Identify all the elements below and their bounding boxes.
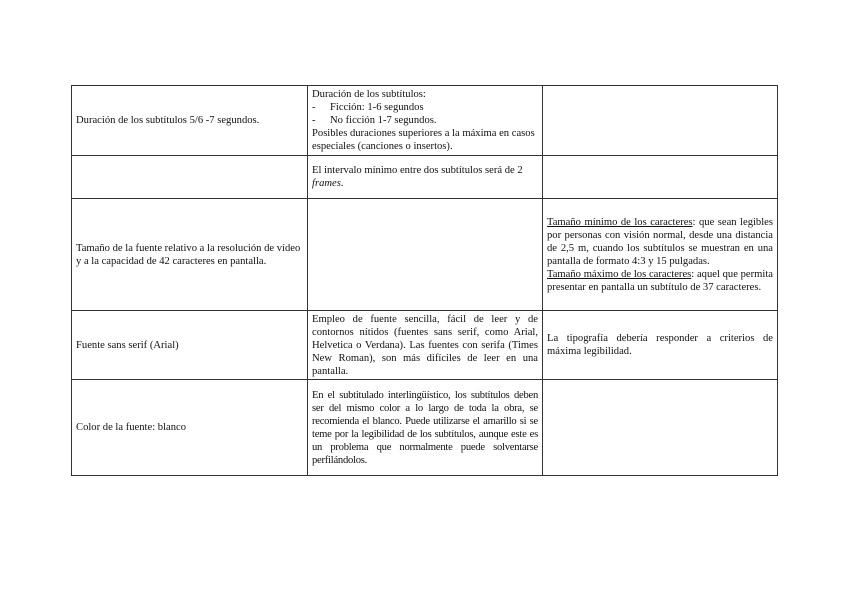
recommendation-cell — [543, 156, 778, 199]
interval-text: El intervalo mínimo entre dos subtítulos será de 2 — [312, 165, 523, 176]
max-size-label: Tamaño máximo de los caracteres — [547, 268, 692, 280]
list-item — [312, 114, 538, 127]
recommendation-cell: La tipografía debería responder a criterios de máxima legibilidad. — [543, 311, 778, 380]
interval-italic: frames — [312, 178, 341, 189]
table-row — [72, 311, 778, 380]
standard-cell: Empleo de fuente sencilla, fácil de leer y de contornos nítidos (fuentes sans serif, como Arial, Helvetica o Verdana). Las fuentes con serifa (Times New Roman), son más difíciles de leer en una pantalla. — [308, 311, 543, 380]
bullet-marker: - — [312, 115, 316, 126]
standard-cell — [308, 156, 543, 199]
criterion-cell: Tamaño de la fuente relativo a la resolución de vídeo y a la capacidad de 42 caracteres en pantalla. — [72, 199, 308, 311]
standard-cell — [308, 199, 543, 311]
max-size-text: : aquel que permita presentar en pantalla un subtítulo de 37 caracteres. — [547, 268, 773, 293]
criterion-cell: Color de la fuente: blanco — [72, 380, 308, 476]
list-item — [312, 101, 538, 114]
recommendation-cell — [543, 199, 778, 311]
criterion-cell: Duración de los subtítulos 5/6 -7 segundos. — [72, 86, 308, 156]
list-item-text: No ficción 1-7 segundos. — [330, 115, 437, 126]
table-row — [72, 380, 778, 476]
subtitle-guidelines-table — [71, 85, 778, 476]
table-row — [72, 156, 778, 199]
criterion-cell — [72, 156, 308, 199]
table-row — [72, 199, 778, 311]
duration-list — [312, 101, 538, 127]
criterion-cell: Fuente sans serif (Arial) — [72, 311, 308, 380]
list-item-text: Ficción: 1-6 segundos — [330, 102, 424, 113]
duration-note: Posibles duraciones superiores a la máxima en casos especiales (canciones o insertos). — [312, 128, 535, 152]
standard-cell: En el subtitulado interlingüístico, los subtítulos deben ser del mismo color a lo largo de toda la obra, se recomienda el blanco. Puede utilizarse el amarillo si se teme por la legibilidad de los subtítulos, aunque este es un problema que normalmente puede solventarse perfilándolos. — [308, 380, 543, 476]
recommendation-cell — [543, 86, 778, 156]
interval-end: . — [340, 178, 344, 189]
min-size-text: : que sean legibles por personas con visión normal, desde una distancia de 2,5 m, cuando los subtítulos se muestran en una pantalla de formato 4:3 y 15 pulgadas. — [547, 216, 773, 267]
min-size-label: Tamaño mínimo de los caracteres — [547, 216, 693, 228]
table-row — [72, 86, 778, 156]
bullet-marker: - — [312, 102, 316, 113]
standard-cell — [308, 86, 543, 156]
duration-heading: Duración de los subtítulos: — [312, 89, 426, 100]
recommendation-cell — [543, 380, 778, 476]
